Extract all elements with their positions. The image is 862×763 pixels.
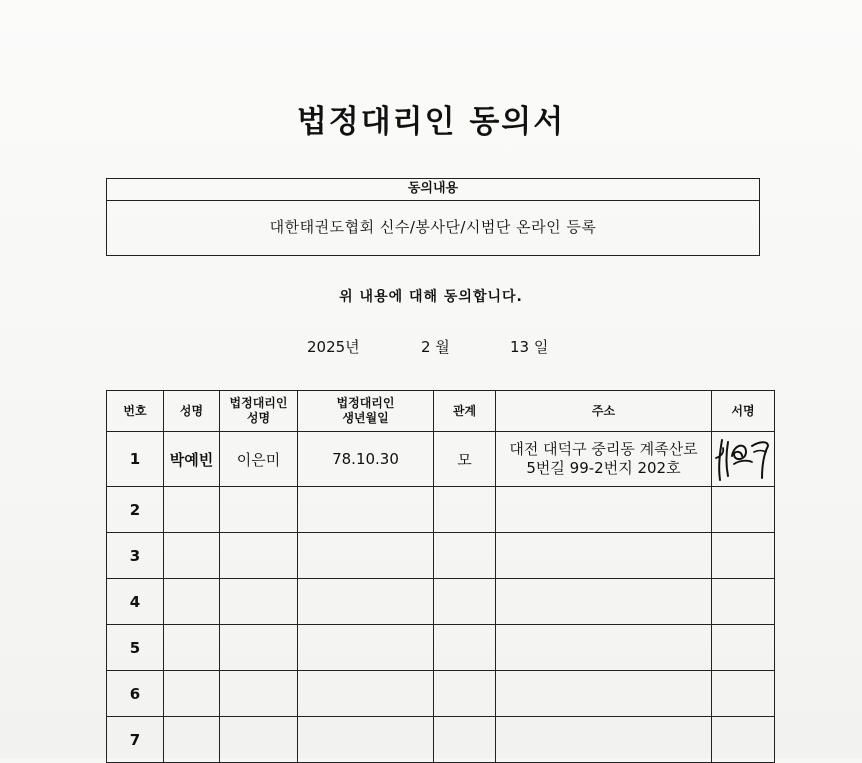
row-relation bbox=[434, 487, 496, 533]
row-relation bbox=[434, 717, 496, 763]
row-guardian-name bbox=[220, 717, 298, 763]
guardian-table bbox=[106, 390, 775, 763]
table-row bbox=[107, 487, 775, 533]
header-relation: 관계 bbox=[434, 391, 496, 432]
header-name: 성명 bbox=[164, 391, 220, 432]
row-name bbox=[164, 579, 220, 625]
table-row bbox=[107, 579, 775, 625]
row-number: 7 bbox=[107, 717, 164, 763]
table-row bbox=[107, 432, 775, 487]
row-guardian-name: 이은미 bbox=[220, 432, 298, 487]
row-guardian-birth bbox=[298, 487, 434, 533]
row-guardian-birth bbox=[298, 533, 434, 579]
row-address bbox=[496, 432, 712, 487]
header-guardian-name-line2: 성명 bbox=[246, 411, 271, 425]
row-number: 3 bbox=[107, 533, 164, 579]
row-signature bbox=[712, 579, 775, 625]
date-month: 2 월 bbox=[421, 338, 450, 356]
row-name bbox=[164, 717, 220, 763]
row-relation bbox=[434, 579, 496, 625]
row-address bbox=[496, 625, 712, 671]
header-no: 번호 bbox=[107, 391, 164, 432]
row-guardian-name bbox=[220, 487, 298, 533]
handwritten-signature bbox=[712, 432, 774, 486]
row-name bbox=[164, 625, 220, 671]
row-guardian-birth bbox=[298, 579, 434, 625]
row-signature bbox=[712, 625, 775, 671]
table-row bbox=[107, 671, 775, 717]
row-number: 1 bbox=[107, 432, 164, 487]
header-address: 주소 bbox=[496, 391, 712, 432]
row-relation bbox=[434, 671, 496, 717]
row-relation bbox=[434, 625, 496, 671]
document-title: 법정대리인 동의서 bbox=[296, 104, 566, 140]
header-signature: 서명 bbox=[712, 391, 775, 432]
row-number: 2 bbox=[107, 487, 164, 533]
row-guardian-name bbox=[220, 533, 298, 579]
header-guardian-birth-line1: 법정대리인 bbox=[336, 396, 395, 410]
row-guardian-name bbox=[220, 579, 298, 625]
agreement-statement: 위 내용에 대해 동의합니다. bbox=[339, 289, 523, 305]
row-guardian-name bbox=[220, 625, 298, 671]
row-relation bbox=[434, 533, 496, 579]
date-day: 13 일 bbox=[510, 338, 549, 356]
row-name bbox=[164, 533, 220, 579]
header-guardian-birth-line2: 생년월일 bbox=[342, 411, 389, 425]
row-name bbox=[164, 487, 220, 533]
row-address bbox=[496, 487, 712, 533]
table-row bbox=[107, 533, 775, 579]
row-guardian-name bbox=[220, 671, 298, 717]
row-address-line2: 5번길 99-2번지 202호 bbox=[526, 459, 681, 477]
consent-box bbox=[106, 178, 760, 256]
header-guardian-name-line1: 법정대리인 bbox=[229, 396, 288, 410]
row-signature bbox=[712, 432, 775, 487]
header-guardian-birth bbox=[298, 391, 434, 432]
table-row bbox=[107, 717, 775, 763]
consent-header: 동의내용 bbox=[107, 179, 759, 201]
row-name bbox=[164, 671, 220, 717]
table-header-row bbox=[107, 391, 775, 432]
row-guardian-birth bbox=[298, 625, 434, 671]
row-guardian-birth: 78.10.30 bbox=[298, 432, 434, 487]
date-year: 2025년 bbox=[307, 338, 360, 356]
row-address bbox=[496, 671, 712, 717]
table-row bbox=[107, 625, 775, 671]
row-address bbox=[496, 579, 712, 625]
row-relation: 모 bbox=[434, 432, 496, 487]
consent-body: 대한태권도협회 신수/봉사단/시범단 온라인 등록 bbox=[269, 218, 597, 236]
row-name: 박예빈 bbox=[164, 432, 220, 487]
row-signature bbox=[712, 717, 775, 763]
row-signature bbox=[712, 487, 775, 533]
row-number: 5 bbox=[107, 625, 164, 671]
row-guardian-birth bbox=[298, 717, 434, 763]
row-number: 4 bbox=[107, 579, 164, 625]
header-guardian-name bbox=[220, 391, 298, 432]
row-guardian-birth bbox=[298, 671, 434, 717]
row-number: 6 bbox=[107, 671, 164, 717]
row-address bbox=[496, 717, 712, 763]
row-address bbox=[496, 533, 712, 579]
row-signature bbox=[712, 671, 775, 717]
row-signature bbox=[712, 533, 775, 579]
row-address-line1: 대전 대덕구 중리동 계족산로 bbox=[509, 440, 698, 458]
